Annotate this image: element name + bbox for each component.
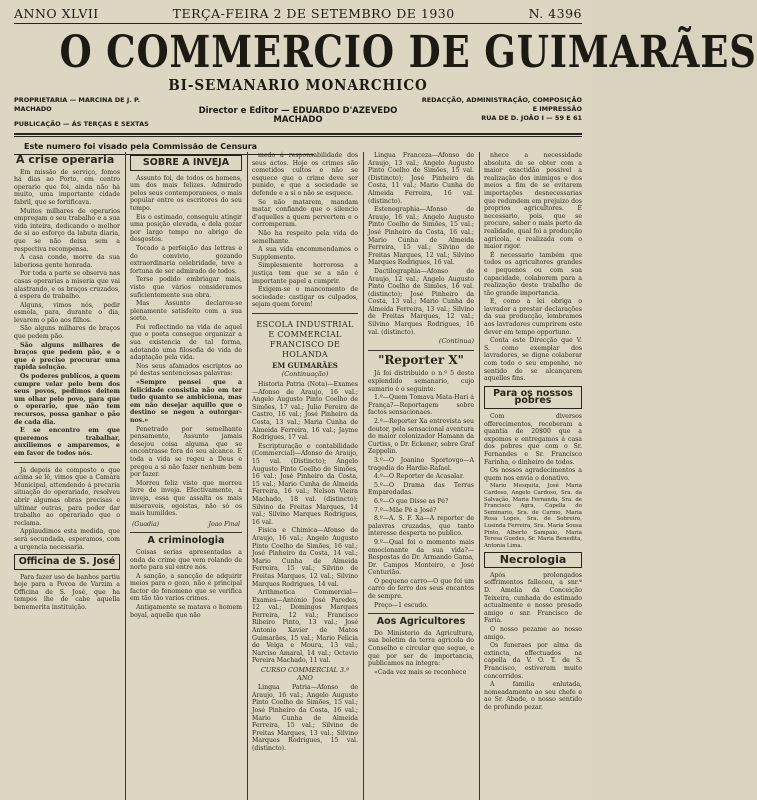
paragraph: 2.º—Reporter Xa entrevista seu doutor, pela sensacional aventura do maior colonizador Hamann da Curtiss, o Dr. Eckener, sobre Graf Zeppelin.	[368, 418, 474, 456]
paragraph: Por toda a parte se observa nas casas operarias a miseria que vai alastrando, e os braços cruzados, á espera de trabalho.	[14, 270, 120, 301]
paragraph: Assunto foi, de todos os homens, um dos mais felizes. Admirado pelos seus contemporaneos, o mais popular entre os escritores do seu tempo.	[130, 174, 242, 212]
paragraph: 9.º—Qual foi o momento mais emocionante da sua vida?—Respostas do Dr. Armando Gama, Dr. Campos Monteiro, e José Centurião.	[368, 538, 474, 577]
paragraph: Após prolongados soffrimentos falleceu, a snr.ª D. Amelia da Conceição Teixeira, cunhada do estimado actualmente e nosso presado amigo o snr. Francisco de Faria.	[484, 571, 582, 625]
owner-line: PROPRIETARIA — MARCINA DE J. P. MACHADO	[14, 96, 141, 113]
issue-date: TERÇA-FEIRA 2 DE SETEMBRO DE 1930	[172, 6, 455, 21]
paragraph: Do Ministerio da Agricultura, sua boletim da terra agricola do Conselho e circular que segue, e que por ser de importancia, publicamos na integra:	[368, 629, 474, 668]
column-3	[252, 152, 358, 800]
paragraph: Nos seus afamados escriptos ao pé destas sentenciosas palavras:	[130, 362, 242, 378]
paragraph: 5.º—O Drama das Terras Emparedadas.	[368, 481, 474, 497]
continua-label: (Continua)	[438, 337, 474, 346]
article-heading-pobres: Para os nossos pobres	[484, 386, 582, 409]
signature-author: Joao Final	[208, 520, 240, 528]
paragraph: Se não matarem, mandam matar, confiando que o silencio d'aquelles a quem pervertem e o corromperam.	[252, 198, 358, 229]
paragraph: Com diversos offerecimentos, receberam a quantia de 20$00 que a expomos e entregamos á casa dos pobres que com o Sr. Fernandes e Sr. Francisco Farinha, o dinheiro de todos.	[484, 413, 582, 466]
column-2	[130, 152, 242, 800]
top-line	[14, 6, 582, 24]
paragraph: Escripturação e contabilidade (Commercial)—Afonso de Araujo, 15 val. (Distincto); Angelo Augusto Pinto Coelho de Simões, 16 val.; José Pinheiro da Costa, 15 val.; Mario Cunha de Almeida Ferreira, 16 val.; Nelson Vieira Machado, 18 val. (distincto); Silvino de Freitas Marques, 14 val.; Silvino Marques Rodrigues, 16 val.	[252, 442, 358, 526]
article-subheading-guimaraes: EM GUIMARÃES	[272, 360, 338, 370]
article-heading-escola: ESCOLA INDUSTRIAL E COMMERCIAL FRANCISCO DE HOLANDA	[256, 319, 354, 359]
column-divider	[125, 152, 126, 800]
article-heading-inveja: SOBRE A INVEJA	[130, 155, 242, 171]
signature-source: (Guadia)	[132, 520, 160, 528]
paragraph: A familia enlutada, nomeadamente ao seu chefe e ao Sr. Abade, o nosso sentido de profundo pezar.	[484, 681, 582, 711]
paragraph: Terse podido embriagar mais, visto que vários consideramos suficientemente sua obra.	[130, 276, 242, 299]
paragraph: E se encontro em que queremos trabalhar, auxiliemos e amparemos, e em favor de todos nós.	[14, 427, 120, 457]
paragraph: 4.º—O Reporter de Acasalar.	[374, 473, 465, 481]
paragraph: Fisica e Chimica—Afonso de Araujo, 16 val.; Angelo Augusto Pinto Coelho de Simões, 16 val.; José Pinheiro da Costa, 14 val.; Mario Cunha de Almeida Ferreira, 15 val.; Silvino de Freitas Marques, 12 val.; Silvino Marques Rodrigues, 14 val.	[252, 527, 358, 588]
newspaper-title: O COMMERCIO DE GUIMARÃES	[59, 27, 757, 78]
paragraph: O nosso pezame ao nosso amigo.	[484, 626, 582, 641]
paragraph: Eis o estimado, conseguiu atingir uma posição elevada, e dela gozar por largo tempo no abrigo de desgostos.	[130, 213, 242, 244]
newspaper-subtitle: BI-SEMANARIO MONARCHICO	[168, 76, 428, 94]
paragraph: Os nossos agradecimentos a quem nos envia o donativo.	[484, 467, 582, 482]
paragraph: Foi reflectindo na vida de aquel que o poeta consegue organizar a sua existencia de tal forma, adotando uma filosofia de vida de adaptação pela vida.	[130, 323, 242, 362]
column-divider	[247, 152, 248, 800]
article-heading-reporter: "Reporter X"	[378, 352, 464, 367]
paragraph: A sua vida encommendamos o Supplemento.	[252, 246, 358, 261]
paragraph: Historia Patria (Nota)—Exames—Afonso de Araujo, 16 val.; Angelo Augusto Pinto Coelho de Simões, 17 val.; Julio Pereira de Castro, 16 val.; José Pinheiro da Costa, 13 val.; Maria Cunha de Almeida Ferreira, 16 val.; Jayme Rodrigues, 17 val.	[252, 381, 358, 442]
article-heading-crise: A crise operaria	[16, 153, 115, 166]
masthead-rule	[14, 133, 582, 135]
volume-label: ANNO XLVII	[14, 6, 99, 21]
paragraph: Já foi distribuido o n.º 5 deste explendido semanario, cujo sumario é o seguinte:	[368, 370, 474, 393]
column-divider	[479, 152, 480, 800]
quote: «Sempre pensei que a felicidade consistia não em ter tudo quanto se ambiciona, mas em não desejar aquillo que o destino se negou a outorgar-nos.»	[130, 379, 242, 424]
paragraph: Tocado a perfeição das lettras e do convivio, gozando extraordinaria celebridade, teve a fortuna de ser admirado de todos.	[130, 244, 242, 275]
paragraph: 3.º—O Joanino Sportovgo—A tragedia do Hardie-Rafael.	[368, 456, 474, 472]
column-4	[368, 152, 474, 800]
publication-line: PUBLICAÇÃO — ÁS TERÇAS E SEXTAS	[14, 120, 149, 128]
paragraph: 6.º—O que Disse as Pé?	[374, 497, 449, 505]
director-line	[177, 96, 418, 125]
paragraph: Já depois de composto o que acima se lê, vimos que a Camara Municipal, attendendo á precaria situação do operariado, resolveu abrir algumas obras precisas e ultimar outras, para poder dar trabalho ao operariado que o reclama.	[14, 466, 120, 527]
director-label: Director e Editor —	[198, 106, 290, 116]
paragraph: Conta este Direcção que V. S. como exemplar dos lavradores, se digne colaborar com todo o seu empenho, no sentido de se alcançarem aquelles fins.	[484, 337, 582, 383]
redaction-line: REDACÇÃO, ADMINISTRAÇÃO, COMPOSIÇÃO	[421, 96, 582, 104]
paragraph: «Cada vez mais se reconhece	[374, 668, 467, 676]
column-1	[14, 152, 120, 800]
masthead-info	[14, 96, 582, 129]
paragraph: Preço—1 escudo.	[374, 601, 428, 609]
article-heading-officina: Officina de S. José	[14, 554, 120, 570]
paragraph: Mas Assunto declarou-se plenamente satisfeito com a sua sorte.	[130, 300, 242, 323]
paragraph: Mario Mesquita, José Maria Cardoso, Angelo Cardoso, Sra. da Salvação, Maria Fernanda, Sra. de Francisco Agra, Capella do Seminario, Sra. de Carmo, Maria Rosa Lopes, Sra. de Sobreiro, Lusinda Ferreira, Sra. Maria Sousa Pinto, Alberto Sampaio, Maria Teresa Guedes, Sr. Maria Benedita, Antonia Lima.	[484, 483, 582, 549]
issue-number: N. 4396	[528, 6, 582, 21]
paragraph: Coisas serias apresentadas a onda de crime que vem rolando de norte para sul entre nós.	[130, 548, 242, 572]
paragraph: Para fazer uso de banhos partiu hoje para a Povoa de Varzim a Officina de S. José, que ha tempos lhe de cabe aquella benemerita instituição.	[14, 573, 120, 612]
address-line: RUA DE D. JOÃO I — 59 E 61	[481, 114, 582, 122]
paragraph: Arithmetica Commercial—Exames—António José Paredes, 12 val.; Domingos Marques Ferreira, 12 val.; Francisco Ribeiro Pinto, 13 val.; José Antonio Xavier de Matos Guimarães, 15 val.; Mario Felicia de Veiga e Moura, 13 val.; Narciso Amaral, 14 val.; Octavio Pereira Machado, 11 val.	[252, 589, 358, 665]
paragraph: 7.º—Mãe Pé a José?	[374, 506, 437, 514]
article-heading-criminologia: A criminologia	[147, 535, 225, 547]
paragraph: 1.º—Quem Tomava Mata-Hari á França?—Reportagem sobre factos sensacionaes.	[368, 394, 474, 417]
column-divider	[363, 152, 364, 800]
paragraph: É necessario também que todos os agricultores grandes e pequenos ou com sua capacidade, colaborem para a realização deste trabalho de tão grande importancia.	[484, 251, 582, 297]
paragraph: Penetrado por semelhante pensamento, Assunto jamais desejou coisa alguma que se encontrasse fora do seu alcance. E toda a vida se regeu a Deus e pregou a si não fazer nenhum bem por fazer.	[130, 425, 242, 479]
paragraph: Não ha respeito pela vida do semelhante.	[252, 229, 358, 245]
paragraph: Morreu feliz visto que morreu livre de inveja. Efectivamente, a inveja, essa que assalta os mais miseraveis, egoistas, não só os mais humildes.	[130, 479, 242, 518]
paragraph: A sanção, a sancção de adquirir meios para o gozo, não é principal factor do fenomeno que se verifica em tão tão varios crimes.	[130, 572, 242, 603]
paragraph: Lingua Patria—Afonso de Araujo, 16 val.; Angelo Augusto Pinto Coelho de Simões, 15 val.; José Pinheiro da Costa, 16 val.; Mario Cunha de Almeida Ferreira, 15 val.; Silvino de Freitas Marques, 13 val.; Silvino Marques Rodrigues, 15 val. (distincto).	[252, 684, 358, 752]
paragraph: E, como a lei obriga o lavrador a prestar declarações da sua producção, lembramos aos lavradores cumprirem este dever em tempo opportuno.	[484, 298, 582, 336]
paragraph: Alguns, vimos nós, pedir esmola, para, durante o dia, levarem o pão aos filhos.	[14, 301, 120, 324]
paragraph: nhece a necessidade absoluta de se obter com a maior exactidão possivel a realização dos inimigos e dos meios a fim de se evitarem importações desnecessarias que redundem em prejuizo dos proprios agricultores. É necessario, pois, que se procure, saber o mais perto da realidade, qual foi a producção agricola, e realizada com o maior rigor.	[484, 152, 582, 251]
article-heading-agricultores: Aos Agricultores	[376, 616, 466, 628]
columns	[14, 152, 582, 800]
paragraph: medo á responsabilidade dos seus actos. Hoje os crimes são cometidos cultos e não se esquece que o crime deve ser punido, e que a sociedade se defende e a si o não se esquece.	[252, 152, 358, 197]
continuation-label: (Continuação)	[281, 370, 329, 379]
paragraph: 8.º—A. S. F. Xa—A reporter de palavras cruzadas, que tanto interesse desperta no publico.	[368, 515, 474, 538]
course-label: CURSO COMMERCIAL 3.º ANO	[260, 666, 350, 682]
paragraph: Exigem-se o mancomento de sociedade: castigar os culpados, sejam quem forem!	[252, 286, 358, 309]
paragraph: O pequeno carro—O que foi um carro do ferro dos seus encantos de sempre.	[368, 577, 474, 601]
paragraph: São alguns milhares de braços que pedem pão, e o que é preciso procurar uma rapida solução.	[14, 341, 120, 372]
paragraph: Os funeraes por alma da extincta, effectuados na capella da V. O. T. de S. Francisco, estiveram muito concorridos.	[484, 642, 582, 680]
paragraph: Estenographia—Afonso de Araujo, 16 val.; Angelo Augusto Pinto Coelho de Simões, 15 val.; José Pinheiro da Costa, 16 val.; Mario Cunha de Almeida Ferreira, 15 val.; Silvino de Freitas Marques, 12 val.; Silvino Marques Rodrigues, 16 val.	[368, 206, 474, 267]
paragraph: São alguns milhares de braços que pedem pão.	[14, 325, 120, 341]
paragraph: Muitos milhares de operarios empregam o seu trabalho e a sua vida inteira, dedicando o melhor de si ao esforço da labuta diaria, que se não deixa sem a respectiva recompensa.	[14, 207, 120, 253]
article-heading-necrologia: Necrologia	[484, 552, 582, 568]
paragraph: Os poderes publicos, a quem cumpre velar pelo bem dos seus povos, pedimos deitem um olhar pelo povo, para que o operario, que não tem recursos, possa ganhar o pão de cada dia.	[14, 373, 120, 426]
censor-note: Este numero foi visado pela Commissão de Censura	[14, 137, 314, 155]
paragraph: Applaudimos esta medida, que será secundada, esperamos, com a urgencia necessaria.	[14, 528, 120, 551]
paragraph: A casa conde, morre da sua laboriosa gente honrada.	[14, 254, 120, 269]
paragraph: Simplesmente horrorosa a justiça tem que se a não é importante papel a cumprir.	[252, 262, 358, 285]
paragraph: Lingua Franceza—Afonso de Araujo, 13 val.; Angelo Augusto Pinto Coelho de Simões, 15 val. (Distincto); José Pinheiro da Costa, 11 val.; Mario Cunha de Almeida Ferreira, 16 val. (distincto).	[368, 152, 474, 205]
paragraph: Em missão de serviço, fomos há dias ao Porto, em centro operario que foi, ainda não há muito, uma importante cidade fabril, que se fortificava.	[14, 168, 120, 206]
column-5	[484, 152, 582, 800]
director-name: EDUARDO D'AZEVEDO MACHADO	[273, 106, 398, 125]
paragraph: Antigamente se matava o homem boyal, aquelle que não	[130, 604, 242, 619]
paragraph: Dactilographia—Afonso de Araujo, 12 val.; Angelo Augusto Pinto Coelho de Simões, 16 val. (distincto); José Pinheiro da Costa, 13 val.; Mario Cunha de Almeida Ferreira, 13 val.; Silvino de Freitas Marques, 12 val.; Silvino Marques Rodrigues, 16 val. (distincto).	[368, 267, 474, 336]
print-line: E IMPRESSÃO	[532, 105, 582, 113]
